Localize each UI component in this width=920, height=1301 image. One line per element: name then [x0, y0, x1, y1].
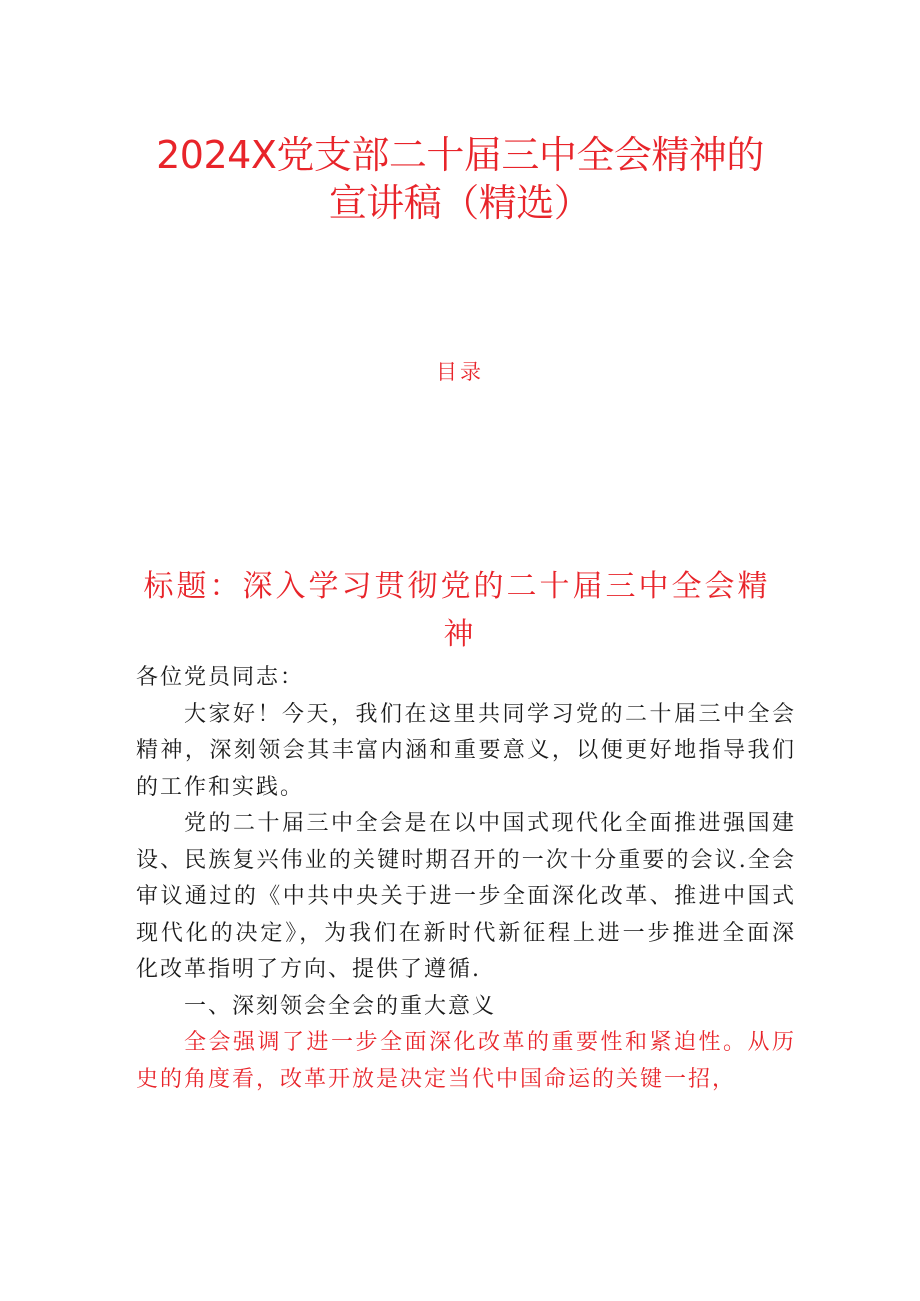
section-title-line1: 标题：深入学习贯彻党的二十届三中全会精 — [143, 569, 771, 604]
salutation: 各位党员同志： — [136, 665, 305, 690]
section-heading-significance: 一、深刻领会全会的重大意义 — [184, 993, 497, 1019]
paragraph-reform-importance: 全会强调了进一步全面深化改革的重要性和紧迫性。从历史的角度看，改革开放是决定当代中国命运的关键一招， — [136, 1030, 796, 1092]
document-title-line1: 2024X党支部二十届三中全会精神的 — [156, 133, 764, 177]
paragraph-greeting: 大家好！今天，我们在这里共同学习党的二十届三中全会精神，深刻领会其丰富内涵和重要意义，以便更好地指导我们的工作和实践。 — [136, 701, 796, 800]
speech-body — [136, 660, 796, 1098]
document-title-line2: 宣讲稿（精选） — [328, 181, 592, 225]
table-of-contents-label: 目录 — [436, 360, 484, 384]
section-title-line2: 神 — [443, 617, 477, 652]
paragraph-meeting-overview: 党的二十届三中全会是在以中国式现代化全面推进强国建设、民族复兴伟业的关键时期召开的一次十分重要的会议.全会审议通过的《中共中央关于进一步全面深化改革、推进中国式现代化的决定》，为我们在新时代新征程上进一步推进全面深化改革指明了方向、提供了遵循. — [136, 811, 796, 982]
